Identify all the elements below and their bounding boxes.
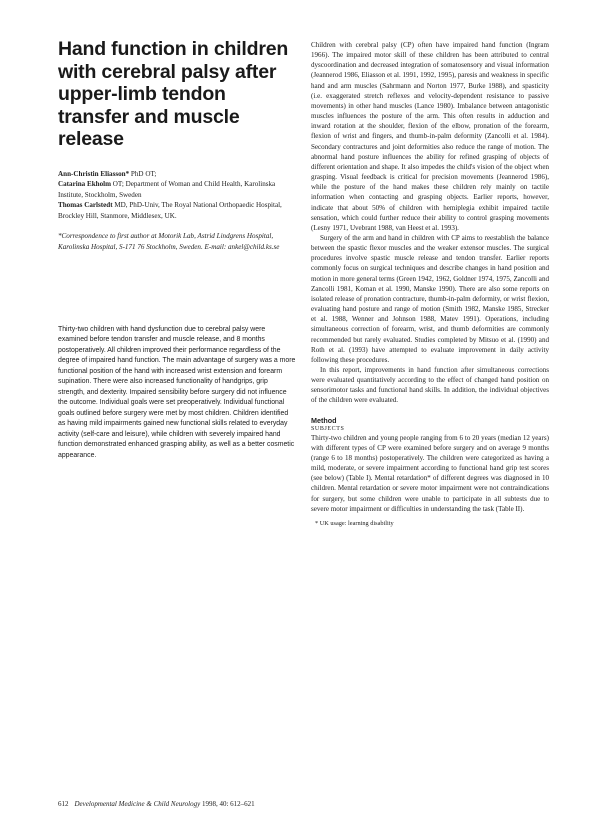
section-heading: Method bbox=[311, 415, 337, 425]
author-name: Catarina Ekholm bbox=[58, 180, 112, 189]
page-number: 612 bbox=[58, 800, 69, 808]
author-affiliation: OT; Department of Woman and Child Health, Karolinska Institute, Stockholm, Sweden bbox=[58, 180, 276, 199]
author-credentials: PhD OT; bbox=[129, 169, 157, 178]
correspondence-note: *Correspondence to first author at Motorik Lab, Astrid Lindgrens Hospital, Karolinska Hospital, S-171 76 Stockholm, Sweden. E-mail: ankel@child.ks.se bbox=[58, 232, 280, 252]
author-affiliation: MD, PhD-Univ, The Royal National Orthopaedic Hospital, Brockley Hill, Stanmore, Middlesex, UK. bbox=[58, 201, 282, 220]
article-title: Hand function in children with cerebral palsy after upper-limb tendon transfer and muscle release bbox=[58, 38, 289, 150]
body-paragraph: Surgery of the arm and hand in children with CP aims to reestablish the balance between the spastic flexor muscles and the weaker extensor muscles. The surgical procedures involve spastic muscle release and tendon transfer. Earlier reports commonly focus on surgical techniques and describe changes in hand position and motion in more general terms (Green 1942, 1962, Goldner 1974, 1975, Zancolli and Zancolli 1981, Koman et al. 1990, Manske 1990). There are also some reports on isolated release of pronation contracture, thumb-in-palm deformity, or wrist flexion, evaluating hand posture and range of motion (Smith 1982, Manske 1985, Strecker et al. 1988, Wenner and Johnson 1988, Matev 1991). Operations, including simultaneous correction of forearm, wrist, and thumb deformities are commonly recommended but rarely evaluated. Studies completed by Mitsuo et al. (1990) and Roth et al. (1993) have attempted to evaluate improvement in daily activity following these procedures. bbox=[311, 233, 549, 364]
author-list bbox=[58, 169, 296, 222]
page-footer bbox=[58, 800, 558, 808]
footnote: * UK usage: learning disability bbox=[315, 519, 394, 527]
body-paragraph: Children with cerebral palsy (CP) often have impaired hand function (Ingram 1966). The impaired motor skill of these children has been attributed to central dyscoordination and decreased integration of somatosensory and visual information (Jeannerod 1986, Eliasson et al. 1991, 1992, 1995), paresis and weakness in specific hand and arm muscles (Sahrmann and Norton 1977, Burke 1988), and spasticity (i.e. exaggerated stretch reflexes and velocity-dependent resistance to passive movements) in other hand muscles (Lance 1980). Imbalance between antagonistic muscles influences the posture of the arm. This often results in adduction and inward rotation at the shoulder, flexion of the elbow, pronation of the forearm, flexion of wrist and fingers, and thumb-in-palm deformity (Zancolli et al. 1984). Secondary contractures and joint deformities also reduce the range of motion. The abnormal hand posture influences the ability for refined grasping of objects of different orientation and shape. It also impedes the child's vision of the object when grasping. Visual feedback is critical for precision movements (Jeannerod 1986), while the posture of the hand makes these children rely mainly on tactile information when contacting and grasping objects. Earlier reports, however, indicate that about 50% of children with hemiplegia exhibit impaired tactile sensation, which could further reduce their ability to control grasping movements (Lesny 1971, Uvebrant 1988, van Heest et al. 1993). bbox=[311, 41, 549, 232]
author-name: Ann-Christin Eliasson* bbox=[58, 169, 130, 178]
author-name: Thomas Carlstedt bbox=[58, 201, 113, 210]
subsection-heading: SUBJECTS bbox=[311, 425, 345, 432]
journal-name: Developmental Medicine & Child Neurology bbox=[74, 800, 201, 808]
abstract: Thirty-two children with hand dysfunction due to cerebral palsy were examined before tendon transfer and muscle release, and 8 months postoperatively. All children improved their performance regardless of the degree of impaired hand function. The main advantage of surgery was a more functional position of the hand with increased wrist extension and forearm supination. There were also increased functionality of handgrips, grip strength, and dexterity. Impaired sensibility before surgery did not influence the outcome. Individual goals were set preoperatively. Individual functional goals outlined before surgery were met by most children. Children identified as having mild impairments gained new functional skills related to everyday activity (self-care and leisure), while children with severely impaired hand function demonstrated enhanced grasping ability, as well as a better cosmetic appearance. bbox=[58, 325, 296, 459]
left-column bbox=[58, 38, 296, 461]
right-column bbox=[311, 40, 549, 527]
journal-citation: 1998, 40: 612–621 bbox=[200, 800, 255, 808]
body-paragraph: Thirty-two children and young people ranging from 6 to 20 years (median 12 years) with different types of CP were examined before surgery and on average 9 months (range 6 to 18 months) postoperatively. The children were categorized as having a mild, moderate, or severe impairment according to functional hand grip test scores (see below) (Table I). Mental retardation* of different degrees was diagnosed in 10 children. Mental retardation or severe motor impairment were not contraindications for surgery, but some children were unable to participate in all subtests due to severe motor impairment or difficulties in understanding the task (Table II). bbox=[311, 433, 549, 513]
body-paragraph: In this report, improvements in hand function after simultaneous corrections were evaluated quantitatively according to the effect of changed hand position on sensorimotor tasks and functional hand skills. In addition, the individual objectives of the children were evaluated. bbox=[311, 366, 549, 405]
